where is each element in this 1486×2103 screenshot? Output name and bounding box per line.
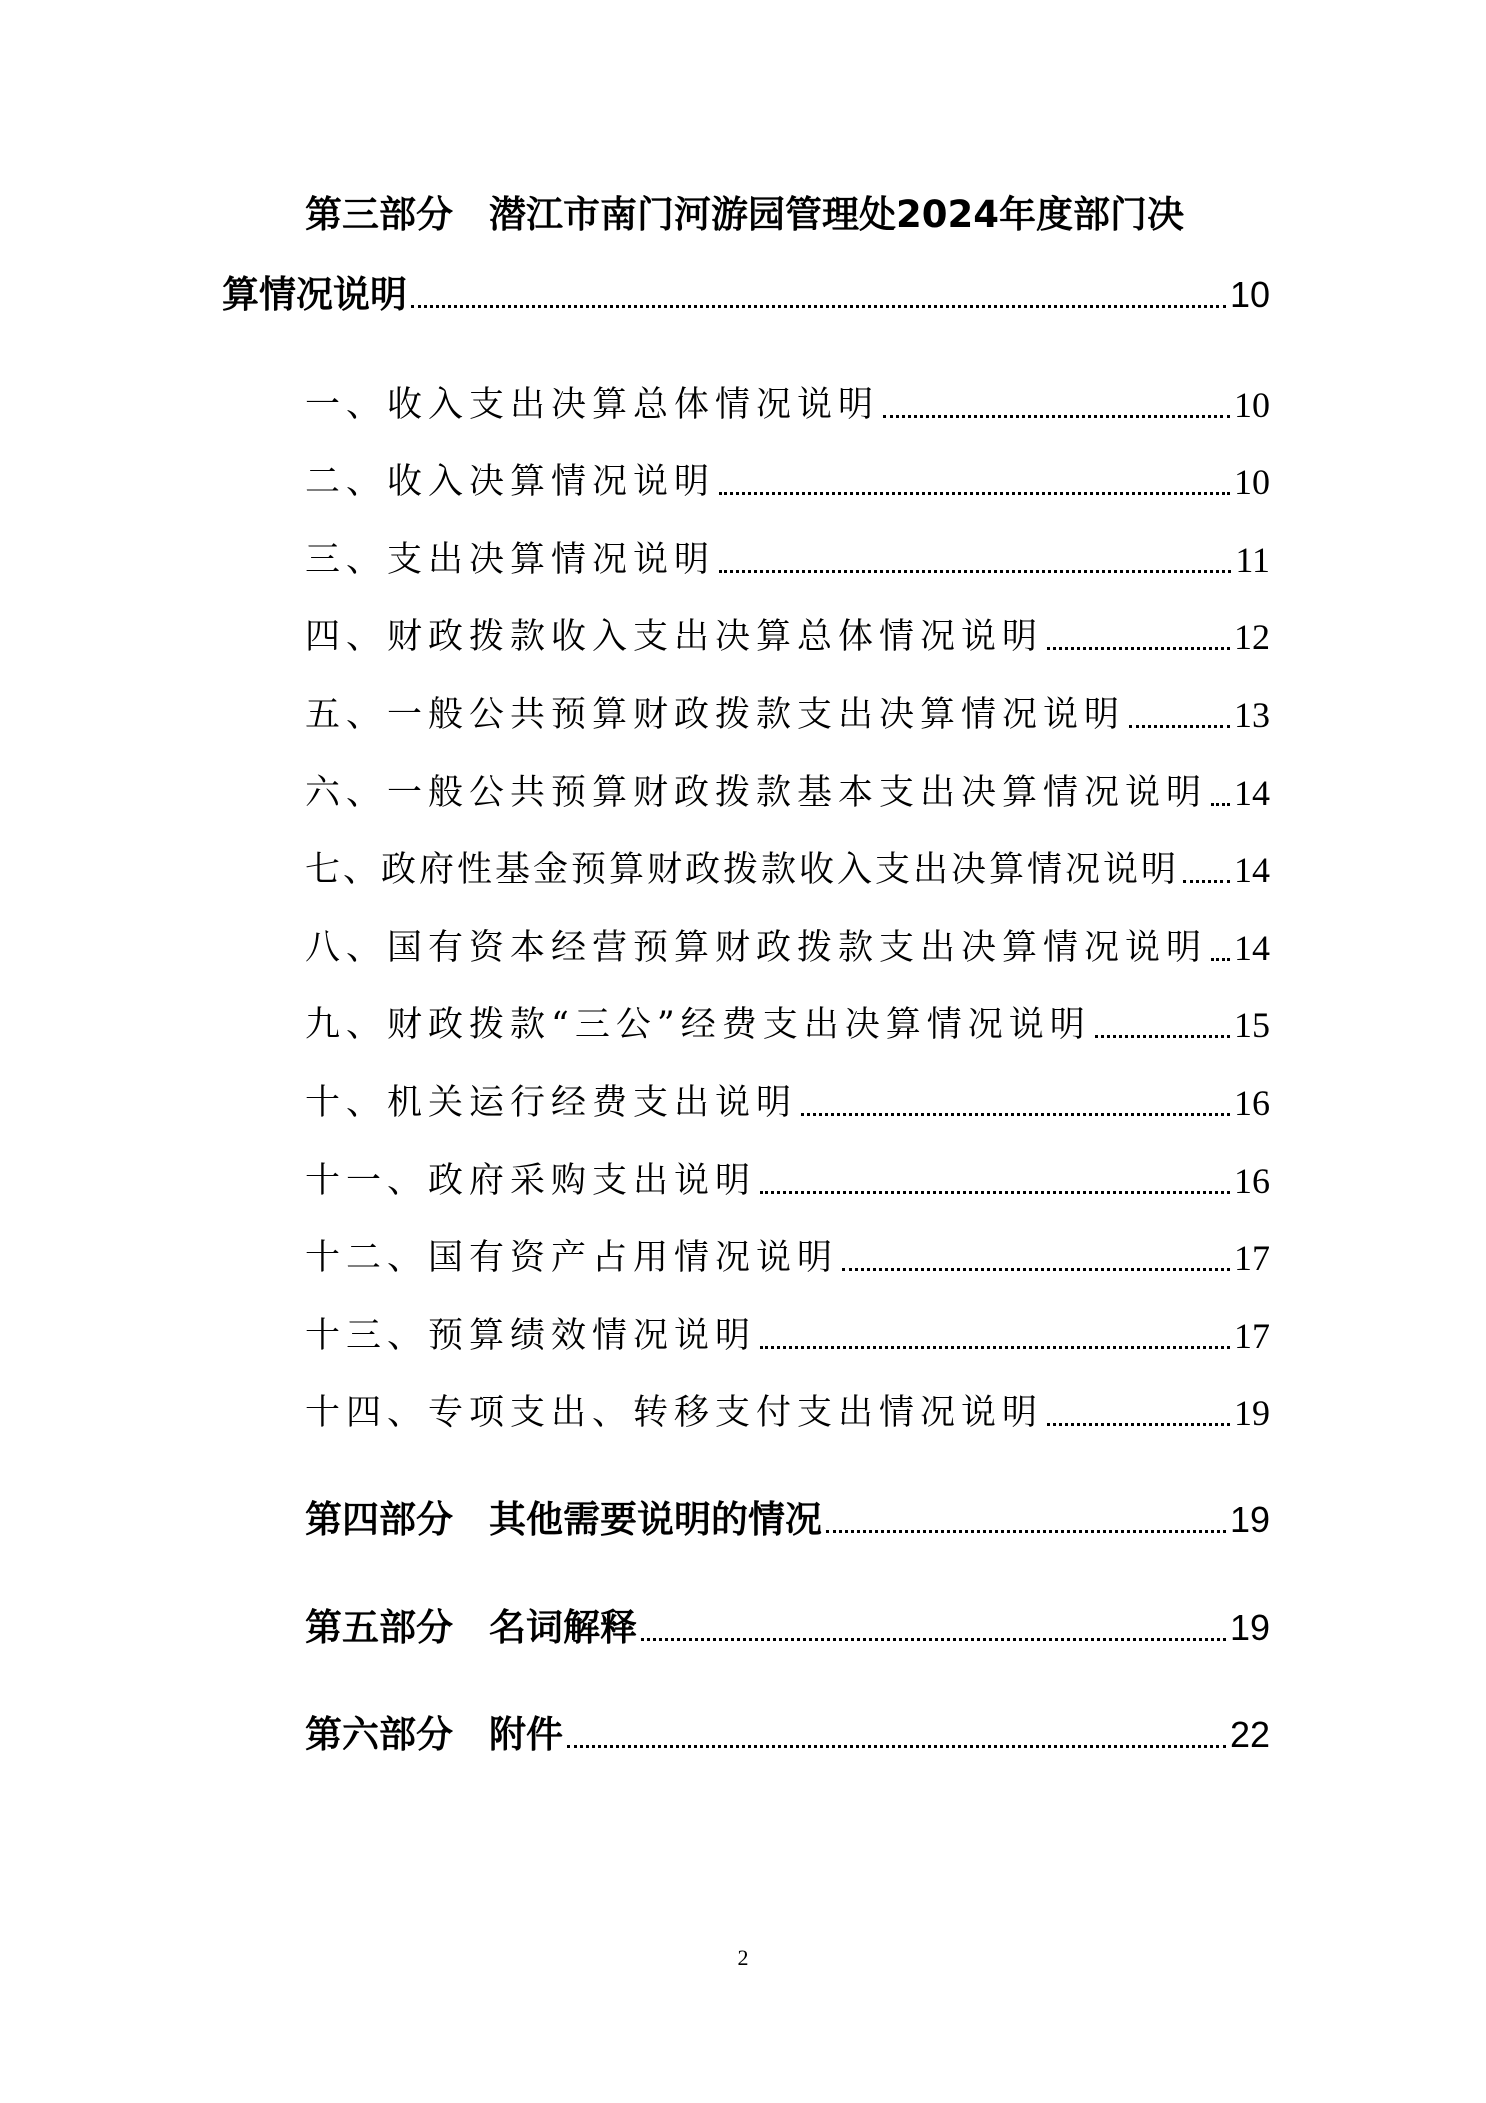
toc-leader [1047,1423,1230,1426]
toc-entry-part4[interactable] [305,1495,1270,1545]
toc-entry-label: 十、机关运行经费支出说明 [305,1083,798,1123]
toc-leader [1047,647,1230,650]
toc-page-number: 12 [1234,617,1270,657]
toc-entry-label: 九、财政拨款“三公”经费支出决算情况说明 [305,1005,1091,1045]
toc-part5-label: 第五部分 [305,1606,453,1649]
toc-page-number: 14 [1234,773,1270,813]
toc-part5-title: 名词解释 [489,1606,637,1649]
toc-part6-title: 附件 [489,1713,563,1756]
toc-leader [842,1268,1230,1271]
toc-page-number: 19 [1234,1393,1270,1433]
toc-leader [567,1745,1226,1748]
toc-leader [1095,1035,1230,1038]
toc-entry-section-2[interactable] [305,457,1270,507]
toc-leader [719,570,1231,573]
toc-entry-label: 二、收入决算情况说明 [305,462,716,502]
toc-part3-title [305,190,1270,240]
toc-page-number: 16 [1234,1083,1270,1123]
toc-entry-label: 六、一般公共预算财政拨款基本支出决算情况说明 [305,773,1208,813]
toc-part4-title: 其他需要说明的情况 [489,1498,822,1541]
toc-leader [760,1191,1230,1194]
toc-page-number: 10 [1234,462,1270,502]
toc-part3-title-line2: 算情况说明 [222,273,407,316]
toc-leader [641,1638,1226,1641]
toc-entry-label: 十三、预算绩效情况说明 [305,1316,757,1356]
toc-leader [1211,803,1230,806]
toc-part4-label: 第四部分 [305,1498,453,1541]
toc-entry-section-7[interactable] [305,845,1270,895]
toc-leader [1211,958,1230,961]
toc-page-number: 22 [1229,1714,1270,1755]
toc-entry-section-13[interactable] [305,1311,1270,1361]
toc-leader [883,415,1230,418]
toc-page-number: 17 [1234,1238,1270,1278]
toc-page-number: 13 [1234,695,1270,735]
toc-entry-label: 十一、政府采购支出说明 [305,1161,757,1201]
toc-page-number: 14 [1234,928,1270,968]
toc-entry-part5[interactable] [305,1603,1270,1653]
toc-leader [411,305,1226,308]
toc-leader [719,492,1230,495]
toc-entry-part6[interactable] [305,1710,1270,1760]
toc-page-number: 19 [1229,1607,1270,1648]
toc-leader [1183,880,1230,883]
toc-entry-section-14[interactable] [305,1388,1270,1438]
toc-entry-section-9[interactable] [305,1000,1270,1050]
toc-entry-section-6[interactable] [305,768,1270,818]
toc-entry-section-8[interactable] [305,923,1270,973]
toc-entry-label: 四、财政拨款收入支出决算总体情况说明 [305,617,1044,657]
toc-entry-section-3[interactable] [305,535,1270,585]
toc-entry-section-4[interactable] [305,612,1270,662]
toc-entry-label: 一、收入支出决算总体情况说明 [305,385,880,425]
toc-part3-title-line1: 潜江市南门河游园管理处2024年度部门决 [489,193,1184,236]
toc-page-number: 15 [1234,1005,1270,1045]
toc-page-number: 16 [1234,1161,1270,1201]
toc-page-number: 10 [1229,274,1270,315]
toc-entry-section-10[interactable] [305,1078,1270,1128]
toc-entry-section-5[interactable] [305,690,1270,740]
toc-entry-label: 十四、专项支出、转移支付支出情况说明 [305,1393,1044,1433]
toc-part3-label: 第三部分 [305,193,453,236]
toc-entry-part3[interactable] [222,270,1270,320]
toc-leader [826,1530,1226,1533]
toc-leader [760,1346,1230,1349]
toc-entry-section-1[interactable] [305,380,1270,430]
toc-entry-label: 七、政府性基金预算财政拨款收入支出决算情况说明 [305,850,1180,890]
toc-page-number: 17 [1234,1316,1270,1356]
toc-page-number: 14 [1234,850,1270,890]
toc-entry-section-11[interactable] [305,1156,1270,1206]
toc-leader [1129,725,1230,728]
page-number-footer: 2 [737,1945,749,1970]
toc-entry-label: 十二、国有资产占用情况说明 [305,1238,839,1278]
toc-page-number: 11 [1235,540,1270,580]
toc-leader [801,1113,1230,1116]
toc-page-number: 19 [1229,1499,1270,1540]
toc-entry-section-12[interactable] [305,1233,1270,1283]
toc-entry-label: 三、支出决算情况说明 [305,540,716,580]
toc-entry-label: 八、国有资本经营预算财政拨款支出决算情况说明 [305,928,1208,968]
toc-entry-label: 五、一般公共预算财政拨款支出决算情况说明 [305,695,1126,735]
toc-part6-label: 第六部分 [305,1713,453,1756]
toc-page-number: 10 [1234,385,1270,425]
